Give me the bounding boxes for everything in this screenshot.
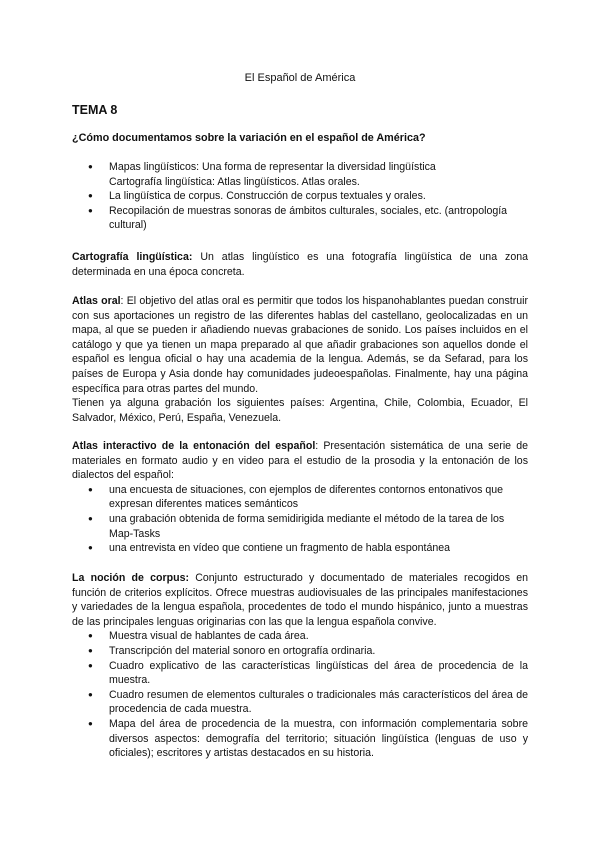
list-item-text: ● Recopilación de muestras sonoras de ámbitos culturales, sociales, etc. (antropología cultural) xyxy=(109,204,508,232)
atlas-oral-countries: Tienen ya alguna grabación los siguientes países: Argentina, Chile, Colombia, Ecuador, El Salvador, México, Perú, España, Venezuela. xyxy=(72,397,528,424)
corpus-section xyxy=(72,571,528,761)
list-item xyxy=(72,204,528,233)
list-item: ● Mapa del área de procedencia de la muestra, con información complementaria sobre diversos aspectos: demografía del territorio; situación lingüística (lenguas de uso y oficiales); escritores y artistas destacados en su historia. xyxy=(72,717,528,761)
list-item-text: ● La lingüística de corpus. Construcción de corpus textuales y orales. xyxy=(109,190,426,203)
atlas-oral-label: Atlas oral xyxy=(72,295,121,307)
corpus-text: Conjunto estructurado y documentado de materiales recogidos en función de criterios explícitos. Ofrece muestras audiovisuales de las principales manifestaciones y variedades de la lengua española, procedentes de todo el mundo hispánico, junto a muestras de las principales lenguas originarias con las que la lengua española convive. xyxy=(72,572,529,628)
list-item: ● Cuadro explicativo de las características lingüísticas del área de procedencia de la muestra. xyxy=(72,659,528,688)
atlas-oral-text: : El objetivo del atlas oral es permitir que todos los hispanohablantes puedan construir con sus aportaciones un registro de las diferentes hablas del castellano, geolocalizadas en un mapa, al que se pueden ir añadiendo nuevas grabaciones de sonido. Los países incluidos en el catálogo y que ya tienen un mapa preparado al que añadir grabaciones son aquellos donde el español es lengua oficial o hay una academia de la lengua. Además, se da Sefarad, para los países de Europa y Asia donde hay comunidades judeoespañolas. Finalmente, hay una página específica para otras partes del mundo. xyxy=(72,295,528,395)
list-item: ● una entrevista en vídeo que contiene un fragmento de habla espontánea xyxy=(72,541,528,556)
list-item: ● una grabación obtenida de forma semidirigida mediante el método de la tarea de los Map-Tasks xyxy=(72,512,528,541)
list-item xyxy=(72,189,528,204)
list-item-text: ● Mapas lingüísticos: Una forma de representar la diversidad lingüística xyxy=(109,161,436,173)
list-item: ● Transcripción del material sonoro en ortografía ordinaria. xyxy=(72,644,528,659)
cartografia-label: Cartografía lingüística: xyxy=(72,251,193,263)
corpus-label: La noción de corpus: xyxy=(72,572,189,584)
atlas-interactivo-section xyxy=(72,439,528,556)
cartografia-text: Un atlas lingüístico es una fotografía lingüística de una zona determinada en una época concreta. xyxy=(72,251,528,278)
atlas-interactivo-text: : Presentación sistemática de una serie de materiales en formato audio y en video para el estudio de la prosodia y la entonación de los dialectos del español: xyxy=(72,440,528,482)
list-item: ● Muestra visual de hablantes de cada área. xyxy=(72,629,528,644)
intro-bullet-list xyxy=(72,160,528,233)
cartografia-paragraph xyxy=(72,250,528,279)
document-title: El Español de América xyxy=(244,72,356,84)
list-item-text: Cartografía lingüística: Atlas lingüísticos. Atlas orales. xyxy=(109,175,360,188)
question-heading: ¿Cómo documentamos sobre la variación en el español de América? xyxy=(72,132,426,144)
section-heading: TEMA 8 xyxy=(72,103,118,117)
list-item: ● una encuesta de situaciones, con ejemplos de diferentes contornos entonativos que expresan diferentes matices semánticos xyxy=(72,483,528,512)
list-item xyxy=(72,160,528,189)
list-item: ● Cuadro resumen de elementos culturales o tradicionales más característicos del área de procedencia de cada muestra. xyxy=(72,688,528,717)
atlas-oral-paragraph xyxy=(72,294,528,425)
atlas-interactivo-label: Atlas interactivo de la entonación del español xyxy=(72,440,316,452)
